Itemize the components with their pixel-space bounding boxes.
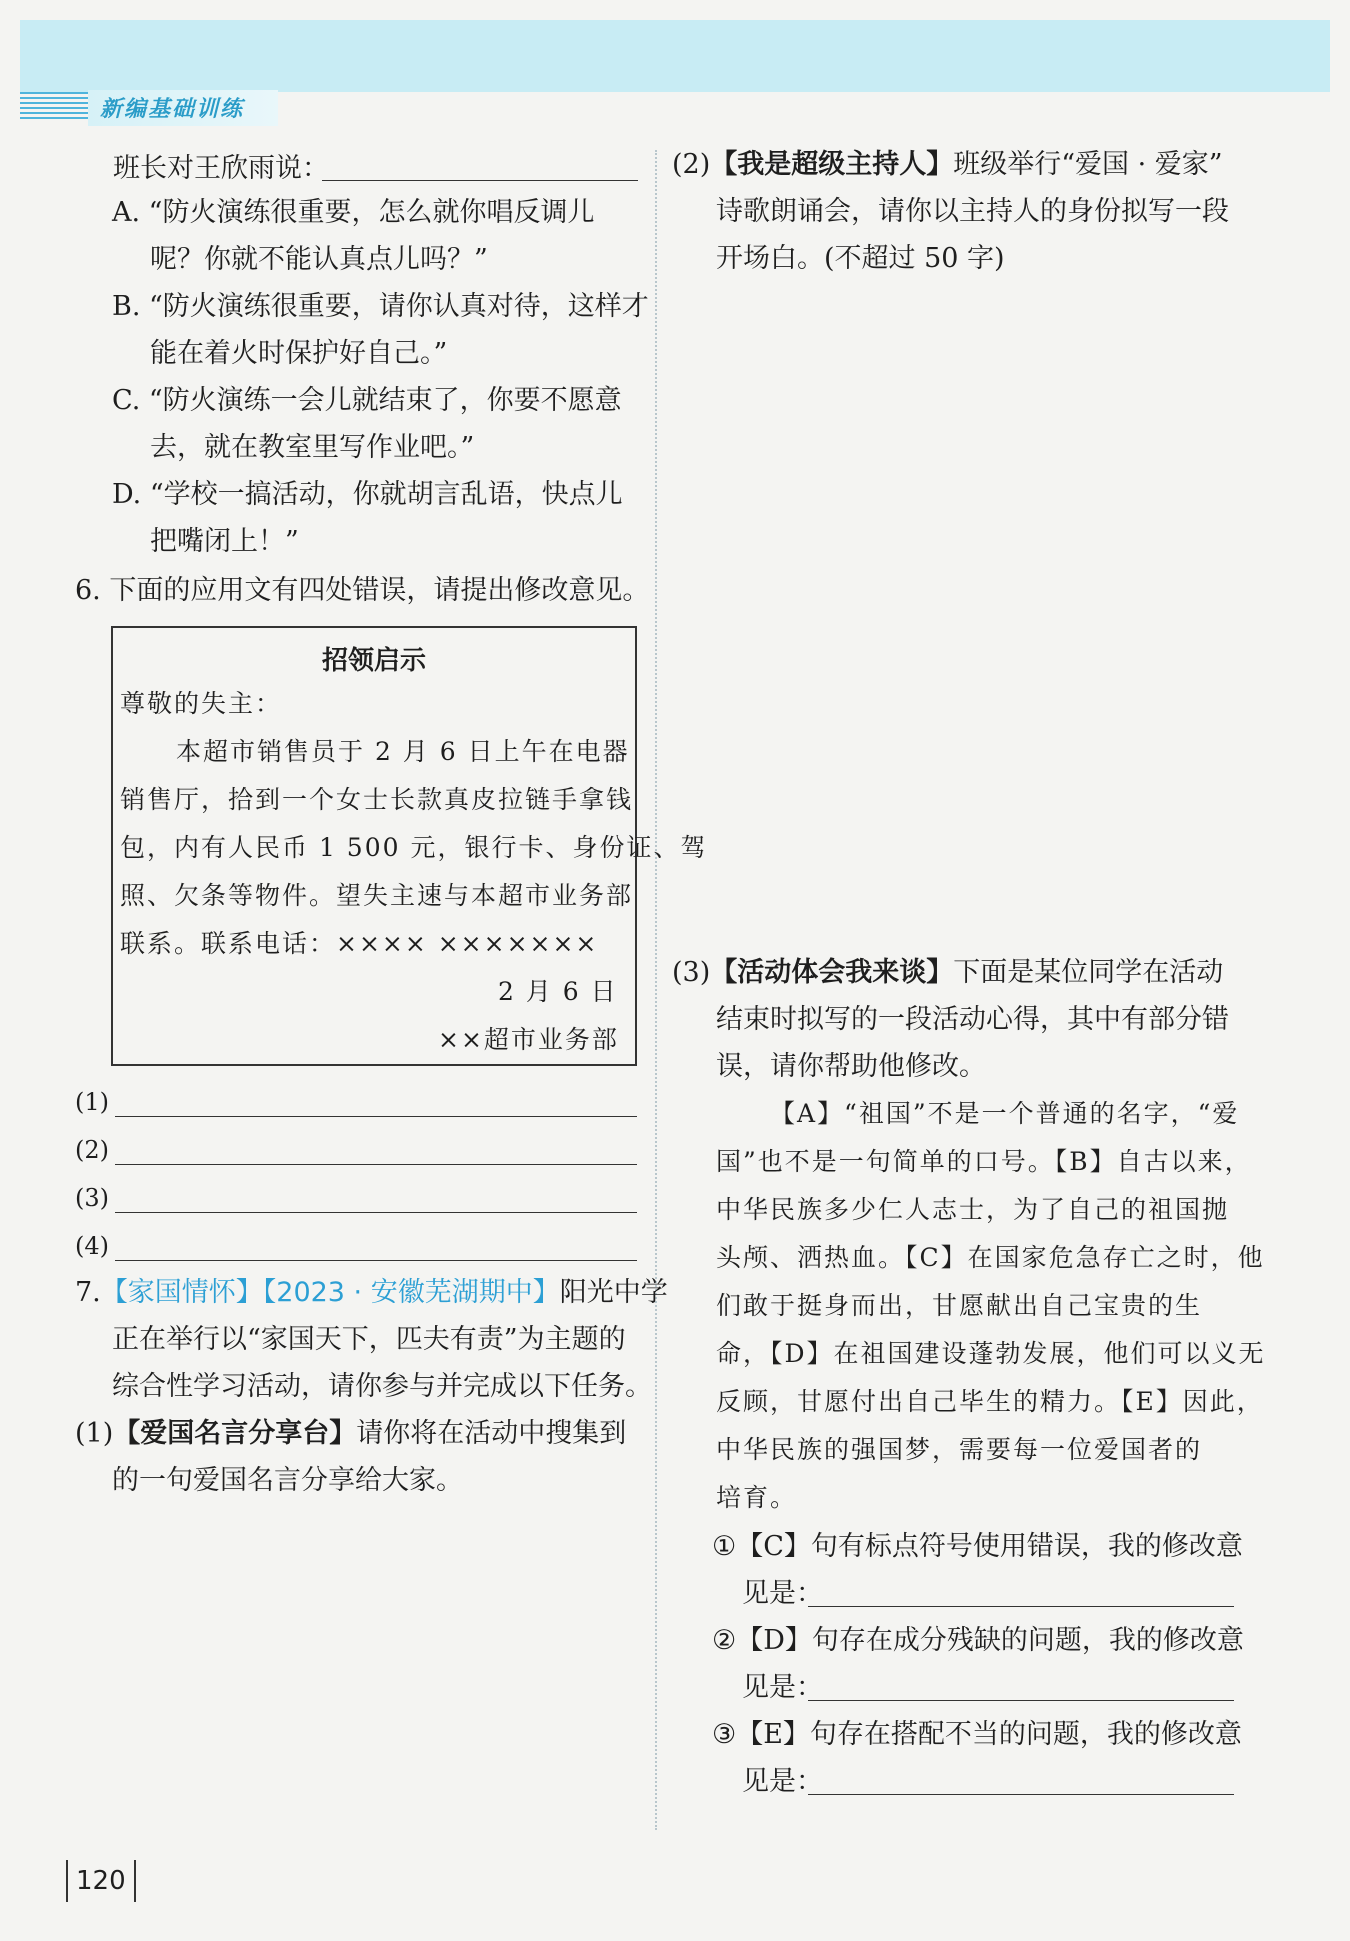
q7-sub2-line3: 开场白。(不超过 50 字) [716, 243, 1005, 274]
q7-sub3-line1 [672, 956, 1223, 990]
item-1-line1: ①【C】句有标点符号使用错误，我的修改意 [712, 1531, 1243, 1562]
q7-line3: 综合性学习活动，请你参与并完成以下任务。 [112, 1371, 652, 1402]
q7-sub2-line1 [672, 148, 1223, 182]
q7-sub1-title: 【爱国名言分享台】 [113, 1418, 357, 1449]
item-3-answer-blank[interactable] [808, 1794, 1234, 1795]
notice-signature: ××超市业务部 [438, 1025, 619, 1054]
q7-sub3-number: (3) [672, 957, 711, 988]
item-3-line1: ③【E】句存在搭配不当的问题，我的修改意 [712, 1719, 1242, 1750]
q5-option-d-line2: 把嘴闭上！” [150, 526, 299, 557]
notice-body-line2: 销售厅，拾到一个女士长款真皮拉链手拿钱 [120, 785, 634, 814]
q5-prompt: 班长对王欣雨说： [113, 153, 329, 184]
q7-sub2-rest: 班级举行“爱国 · 爱家” [953, 149, 1223, 180]
passage-line-1: 【A】“祖国”不是一个普通的名字，“爱 [770, 1099, 1240, 1128]
notice-salutation: 尊敬的失主： [120, 689, 283, 718]
q6-answer-blank-2[interactable] [115, 1164, 637, 1165]
passage-line-6: 命，【D】在祖国建设蓬勃发展，他们可以义无 [716, 1339, 1266, 1368]
q7-tag-theme: 【家国情怀】 [100, 1277, 263, 1308]
passage-line-5: 们敢于挺身而出，甘愿献出自己宝贵的生 [716, 1291, 1203, 1320]
q7-line2: 正在举行以“家国天下，匹夫有责”为主题的 [112, 1324, 626, 1355]
column-divider [655, 150, 657, 1830]
q7-sub2-line2: 诗歌朗诵会，请你以主持人的身份拟写一段 [716, 196, 1229, 227]
q7-tag-source: 【2023 · 安徽芜湖期中】 [262, 1277, 560, 1308]
q6-blank-label-2: (2) [75, 1136, 109, 1164]
q7-sub2-number: (2) [672, 149, 711, 180]
notice-date: 2 月 6 日 [498, 977, 618, 1006]
passage-line-8: 中华民族的强国梦，需要每一位爱国者的 [716, 1435, 1203, 1464]
q6-blank-label-1: (1) [75, 1088, 109, 1116]
q5-option-d-line1: D. “学校一搞活动，你就胡言乱语，快点儿 [112, 479, 623, 510]
item-3-line2: 见是： [742, 1766, 823, 1797]
q6-answer-blank-1[interactable] [115, 1116, 637, 1117]
q6-answer-blank-3[interactable] [115, 1212, 637, 1213]
q7-sub3-line2: 结束时拟写的一段活动心得，其中有部分错 [716, 1004, 1229, 1035]
item-1-line2: 见是： [742, 1578, 823, 1609]
q7-sub1-rest: 请你将在活动中搜集到 [356, 1418, 627, 1449]
notice-title: 招领启示 [321, 646, 426, 676]
q7-line1 [75, 1276, 668, 1310]
section-label: 新编基础训练 [100, 97, 245, 122]
header-stripes-decoration [20, 92, 90, 120]
q5-option-a-line2: 呢？你就不能认真点儿吗？” [150, 244, 488, 275]
passage-line-7: 反顾，甘愿付出自己毕生的精力。【E】因此， [716, 1387, 1264, 1416]
q7-sub1-line1 [75, 1417, 626, 1451]
q7-number: 7. [75, 1277, 101, 1308]
header-band [20, 20, 1330, 92]
q6-blank-label-3: (3) [75, 1184, 109, 1212]
q5-option-c-line2: 去，就在教室里写作业吧。” [150, 432, 475, 463]
notice-body-line3: 包，内有人民币 1 500 元，银行卡、身份证、驾 [120, 833, 708, 862]
q6-answer-blank-4[interactable] [115, 1260, 637, 1261]
q7-sub3-title: 【活动体会我来谈】 [710, 957, 954, 988]
q5-option-a-line1: A. “防火演练很重要，怎么就你唱反调儿 [112, 197, 595, 228]
passage-line-2: 国”也不是一句简单的口号。【B】自古以来， [716, 1147, 1252, 1176]
q7-sub2-title: 【我是超级主持人】 [710, 149, 954, 180]
q5-option-b-line1: B. “防火演练很重要，请你认真对待，这样才 [112, 291, 649, 322]
q7-sub3-rest: 下面是某位同学在活动 [953, 957, 1224, 988]
passage-line-3: 中华民族多少仁人志士，为了自己的祖国抛 [716, 1195, 1230, 1224]
item-1-answer-blank[interactable] [808, 1606, 1234, 1607]
q5-option-b-line2: 能在着火时保护好自己。” [150, 338, 448, 369]
q5-option-c-line1: C. “防火演练一会儿就结束了，你要不愿意 [112, 385, 622, 416]
notice-body-line5: 联系。联系电话：×××× ××××××× [120, 929, 599, 958]
notice-body-line1: 本超市销售员于 2 月 6 日上午在电器 [176, 737, 630, 766]
notice-body-line4: 照、欠条等物件。望失主速与本超市业务部 [120, 881, 634, 910]
q7-sub3-line3: 误，请你帮助他修改。 [716, 1051, 986, 1082]
q5-answer-blank[interactable] [322, 180, 638, 181]
passage-line-4: 头颅、洒热血。【C】在国家危急存亡之时，他 [716, 1243, 1265, 1272]
page-number: 120 [66, 1860, 136, 1902]
item-2-line2: 见是： [742, 1672, 823, 1703]
item-2-answer-blank[interactable] [808, 1700, 1234, 1701]
item-2-line1: ②【D】句存在成分残缺的问题，我的修改意 [712, 1625, 1244, 1656]
q7-sub1-number: (1) [75, 1418, 114, 1449]
q7-line1-rest: 阳光中学 [559, 1277, 668, 1308]
passage-line-9: 培育。 [716, 1483, 798, 1512]
q6-question: 6. 下面的应用文有四处错误，请提出修改意见。 [75, 575, 650, 606]
q6-blank-label-4: (4) [75, 1232, 109, 1260]
q7-sub1-line2: 的一句爱国名言分享给大家。 [112, 1465, 463, 1496]
